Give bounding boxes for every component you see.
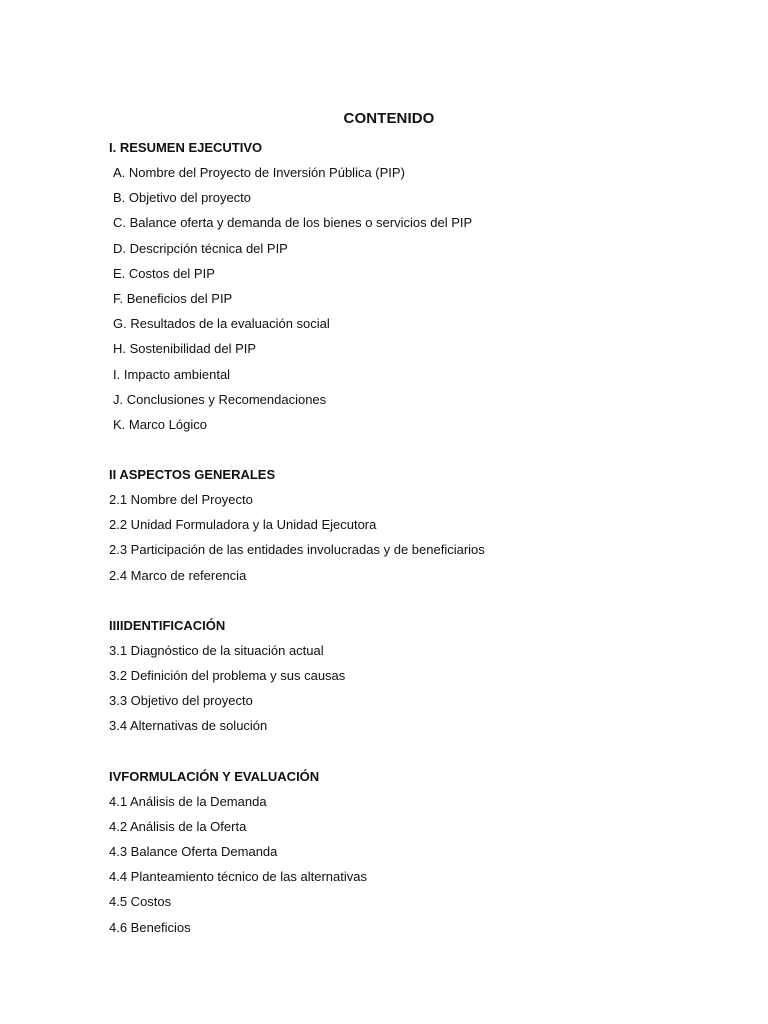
toc-item: 3.1 Diagnóstico de la situación actual — [109, 642, 324, 658]
toc-item: J. Conclusiones y Recomendaciones — [113, 391, 327, 407]
toc-item: C. Balance oferta y demanda de los bienes o servicios del PIP — [113, 215, 473, 231]
toc-item: E. Costos del PIP — [113, 265, 215, 281]
toc-item: D. Descripción técnica del PIP — [113, 240, 288, 256]
toc-item: F. Beneficios del PIP — [113, 290, 233, 306]
toc-item: 2.1 Nombre del Proyecto — [109, 492, 253, 508]
section-heading-aspectos-generales: II ASPECTOS GENERALES — [109, 467, 276, 483]
toc-item: 2.2 Unidad Formuladora y la Unidad Ejecutora — [109, 517, 377, 533]
toc-item: 2.3 Participación de las entidades involucradas y de beneficiarios — [109, 542, 485, 558]
toc-item: 4.5 Costos — [109, 894, 172, 910]
toc-item: B. Objetivo del proyecto — [113, 190, 252, 206]
toc-item: 4.2 Análisis de la Oferta — [109, 818, 247, 834]
section-spacer — [109, 441, 729, 466]
section-spacer — [109, 743, 729, 768]
table-of-contents — [109, 139, 729, 944]
toc-item: A. Nombre del Proyecto de Inversión Pública (PIP) — [113, 165, 405, 180]
toc-item: G. Resultados de la evaluación social — [113, 316, 330, 332]
page-title: CONTENIDO — [343, 110, 435, 127]
section-heading-resumen-ejecutivo: I. RESUMEN EJECUTIVO — [109, 140, 263, 155]
toc-item: 3.2 Definición del problema y sus causas — [109, 668, 346, 683]
toc-item: 3.3 Objetivo del proyecto — [109, 693, 253, 709]
toc-item: 4.3 Balance Oferta Demanda — [109, 843, 278, 859]
toc-item: H. Sostenibilidad del PIP — [113, 341, 257, 357]
toc-item: I. Impacto ambiental — [113, 366, 231, 382]
section-spacer — [109, 592, 729, 617]
toc-item: 4.4 Planteamiento técnico de las alternativas — [109, 869, 367, 885]
toc-item: 4.6 Beneficios — [109, 919, 191, 935]
section-heading-formulacion-evaluacion: IVFORMULACIÓN Y EVALUACIÓN — [109, 768, 320, 784]
toc-item: 3.4 Alternativas de solución — [109, 718, 268, 734]
toc-item: 4.1 Análisis de la Demanda — [109, 793, 267, 809]
toc-item: K. Marco Lógico — [113, 416, 207, 432]
toc-item: 2.4 Marco de referencia — [109, 567, 247, 583]
section-heading-identificacion: IIIIDENTIFICACIÓN — [109, 617, 226, 633]
